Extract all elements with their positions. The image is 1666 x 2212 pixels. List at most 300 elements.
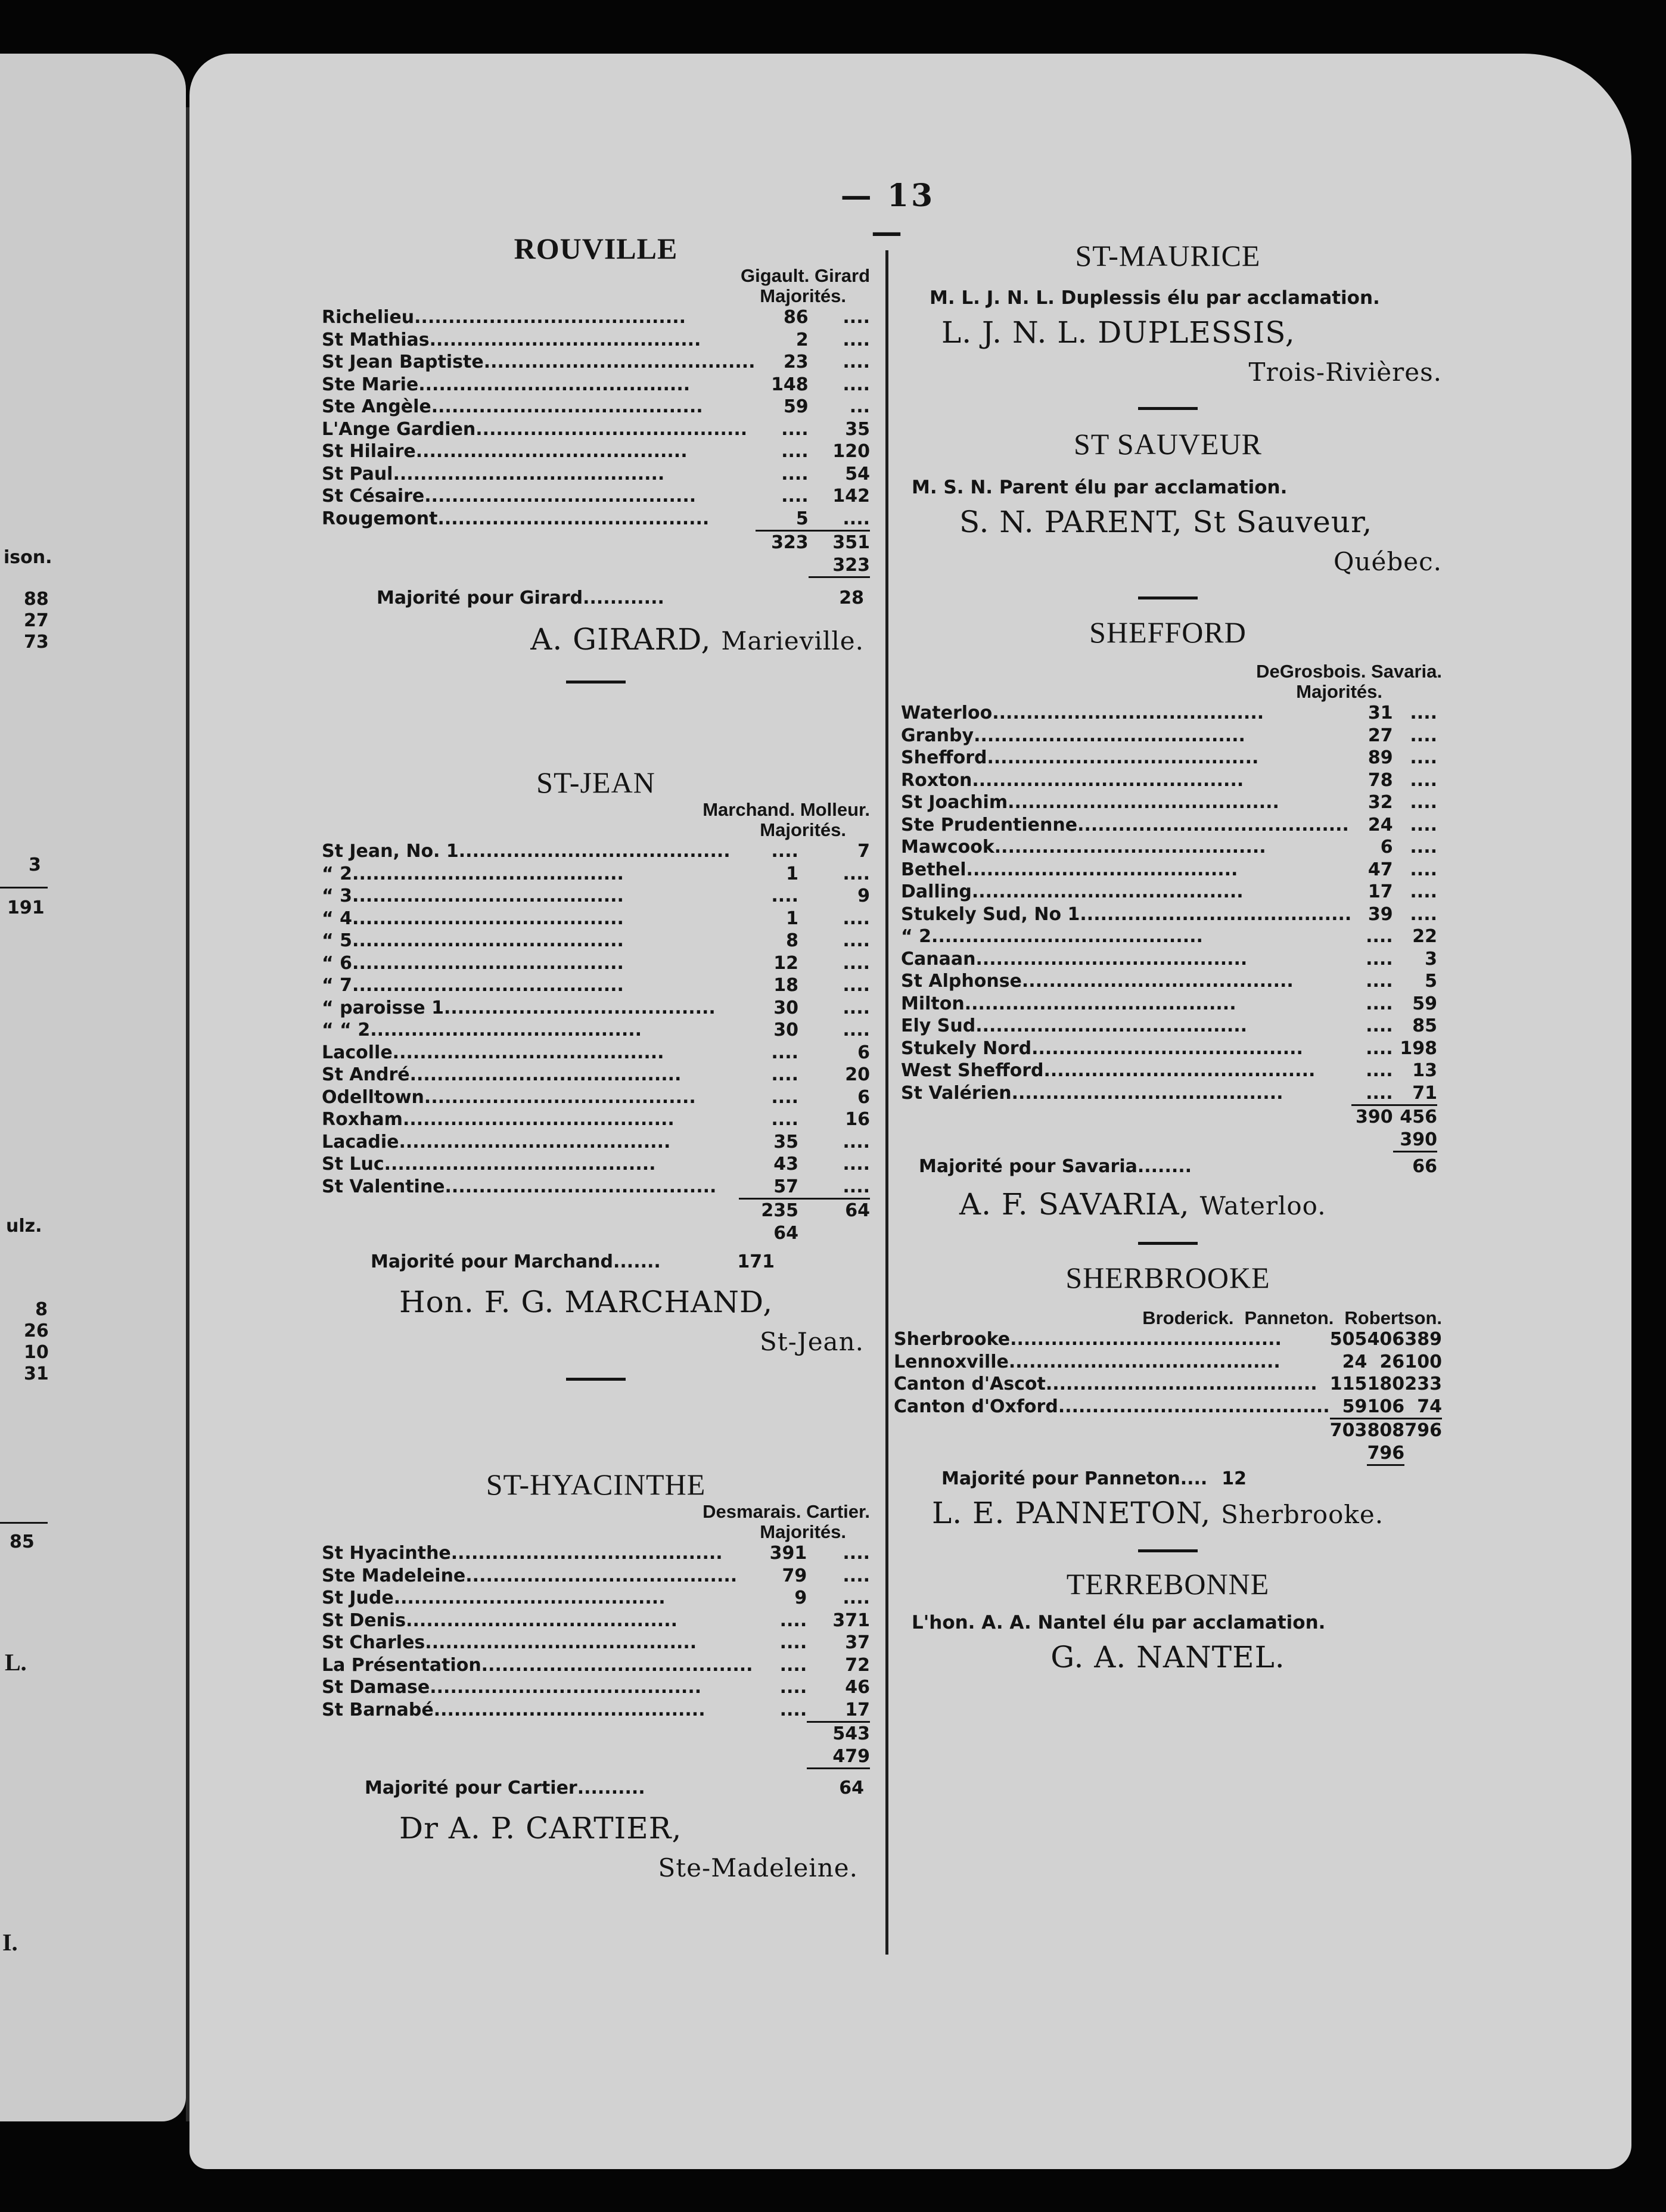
elected-name: A. F. SAVARIA, [959,1187,1190,1222]
table-row [901,859,1437,881]
majority-cell: 20 [845,1064,870,1085]
results-table [322,840,870,1244]
majority-cell: .... [843,863,870,884]
candidate-b-header: Panneton. [1244,1307,1334,1328]
district-name: Canton d'Ascot........................................ [894,1374,1317,1394]
total-a: 323 [771,532,809,553]
section-title: ST SAUVEUR [1073,427,1263,461]
majority-cell: 37 [845,1632,870,1653]
majority-cell: .... [843,1565,870,1586]
results-table [322,306,870,578]
district-name: St Joachim........................................ [901,792,1279,813]
majority-cell: .... [1366,1015,1393,1036]
previous-page-edge [0,54,186,2121]
section-st-hyacinthe [322,1467,870,1887]
fragment-rule [0,887,48,888]
table-row [901,970,1437,993]
majority-cell: 46 [845,1677,870,1698]
section-rouville [322,231,870,701]
district-name: St Valentine........................................ [322,1176,717,1198]
district-name: “ 4........................................ [322,908,624,929]
majority-cell: 5 [1425,971,1437,992]
elected-member [894,1494,1442,1534]
table-row [322,508,870,531]
majority-label: Majorité pour Panneton.... [941,1468,1208,1489]
district-name: La Présentation........................................ [322,1654,753,1676]
majority-cell: .... [843,374,870,395]
section-title: ST-JEAN [536,766,655,799]
majority-value: 28 [839,588,864,608]
majority-cell: .... [1410,814,1437,835]
majorities-header: Majorités. [760,819,846,840]
district-name: Sherbrooke........................................ [894,1329,1282,1350]
table-row [322,1565,870,1587]
majority-cell: .... [843,1176,870,1197]
majority-cell: 18 [773,975,798,996]
district-name: “ paroisse 1........................................ [322,997,716,1018]
table-row [901,702,1437,725]
district-name: Roxham........................................ [322,1109,675,1130]
district-name: St André........................................ [322,1064,682,1085]
district-name: St Jean Baptiste........................................ [322,352,756,372]
majority-cell: .... [843,952,870,974]
district-name: Ste Prudentienne........................................ [901,814,1349,835]
table-row [901,791,1437,814]
majority-value: 66 [1412,1156,1437,1177]
majority-label: Majorité pour Girard............ [377,588,664,608]
majority-cell: 72 [845,1654,870,1676]
elected-member [894,313,1442,352]
table-row [322,1632,870,1654]
table-row [894,1328,1442,1351]
table-row [322,485,870,508]
results-body [322,1542,870,1722]
column-headers [322,1502,870,1542]
majority-cell: 54 [845,463,870,484]
majority-cell: 391 [769,1543,807,1564]
majority-cell: .... [1366,993,1393,1014]
subtract-a: 64 [773,1222,798,1244]
section-title: ST-MAURICE [1075,239,1261,272]
district-name: St Mathias........................................ [322,329,701,350]
majority-cell: 47 [1367,859,1393,880]
section-title: SHEFFORD [1089,616,1247,649]
majority-cell: .... [781,441,809,462]
fragment-value: 26 [24,1321,49,1341]
table-row [322,1610,870,1632]
majority-cell: 1 [786,908,798,929]
majority-cell: .... [779,1632,807,1653]
total-b: 543 [832,1723,870,1744]
majority-cell: 115 [1329,1374,1367,1394]
table-row [322,930,870,952]
results-body [322,306,870,531]
results-body [901,702,1437,1105]
majority-cell: 89 [1367,747,1393,768]
section-title: ROUVILLE [514,232,678,265]
section-divider [1138,407,1198,410]
table-row [322,374,870,396]
majority-cell: 6 [1380,837,1393,858]
table-row [901,747,1437,769]
majority-cell: 30 [773,1020,798,1040]
column-headers [322,266,870,306]
district-name: “ “ 2........................................ [322,1020,642,1040]
table-row [901,903,1437,926]
table-row [322,440,870,463]
table-row [322,974,870,997]
majority-cell: .... [779,1700,807,1721]
table-row [901,993,1437,1015]
elected-name: S. N. PARENT, St Sauveur, [959,505,1373,539]
majority-cell: .... [781,418,809,440]
majority-cell: .... [1366,1082,1393,1104]
elected-place-line [894,541,1442,581]
majority-cell: .... [779,1610,807,1631]
elected-name: Dr A. P. CARTIER, [399,1811,682,1846]
elected-member [322,1283,870,1321]
fragment-value: 31 [24,1363,49,1384]
table-row [322,840,870,863]
table-row [901,881,1437,903]
majority-cell: .... [843,908,870,929]
majority-cell: 13 [1412,1060,1437,1081]
table-row [322,1176,870,1199]
table-row [901,769,1437,792]
elected-place: Marieville. [721,626,864,655]
majority-cell: .... [1410,792,1437,813]
majority-cell: 78 [1367,769,1393,791]
elected-name: Hon. F. G. MARCHAND, [399,1285,773,1319]
total-b: 64 [845,1200,870,1221]
majority-line [322,1778,870,1798]
elected-member [894,1638,1442,1676]
majority-line [894,1156,1442,1177]
table-row [322,952,870,975]
fragment-values-c [24,1299,48,1385]
majority-cell: 406 [1367,1329,1405,1350]
district-name: Bethel........................................ [901,859,1238,880]
table-row [322,329,870,352]
district-name: Ste Angèle........................................ [322,396,703,417]
section-divider [1138,1242,1198,1245]
page-number: — 13 — [840,178,935,250]
district-name: St Barnabé........................................ [322,1700,705,1721]
column-divider [885,250,888,1955]
district-name: Ste Marie........................................ [322,374,691,395]
table-row [901,814,1437,837]
district-name: “ 2........................................ [901,926,1203,947]
table-row [894,1373,1442,1396]
district-name: St Damase........................................ [322,1677,702,1698]
subtract-b: 479 [832,1745,870,1767]
majority-cell: 24 [1367,814,1393,835]
section-st-jean [322,765,870,1399]
majority-cell: 79 [782,1565,807,1586]
majority-cell: 31 [1367,703,1393,723]
district-name: L'Ange Gardien........................................ [322,418,748,440]
column-headers [894,1308,1442,1328]
table-row [322,885,870,908]
majority-cell: 43 [773,1154,798,1175]
majority-cell: 27 [1367,725,1393,746]
elected-place: Ste-Madeleine. [658,1853,858,1882]
candidates-header: DeGrosbois. Savaria. [1256,661,1442,682]
total-a: 390 [1356,1107,1393,1127]
district-name: “ 3........................................ [322,886,624,906]
district-name: Canaan........................................ [901,948,1248,970]
results-table [894,1328,1442,1466]
majority-cell: 22 [1412,926,1437,947]
district-name: Odelltown........................................ [322,1086,696,1108]
district-name: Ste Madeleine........................................ [322,1565,738,1586]
table-row [322,396,870,418]
district-name: St Charles........................................ [322,1632,697,1653]
fragment-total-b: 191 [7,897,45,918]
majority-cell: .... [1410,837,1437,858]
district-name: Lacolle........................................ [322,1042,664,1063]
majority-cell: 371 [832,1610,870,1631]
majority-cell: 39 [1367,903,1393,925]
table-row [322,1086,870,1109]
majority-cell: .... [771,886,798,906]
section-divider [1138,1549,1198,1552]
district-name: St Césaire........................................ [322,486,697,507]
majority-cell: .... [1410,703,1437,723]
majority-cell: .... [771,1109,798,1130]
table-row [322,306,870,329]
results-body [322,840,870,1199]
table-row [322,1654,870,1677]
district-name: Canton d'Oxford........................................ [894,1396,1330,1418]
majority-cell: 8 [786,930,798,951]
majority-cell: 3 [1425,948,1437,970]
table-row [322,1699,870,1722]
district-name: Lacadie........................................ [322,1131,671,1152]
majority-cell: 100 [1404,1351,1442,1372]
majority-cell: 23 [783,352,809,372]
majority-cell: 389 [1404,1329,1442,1350]
table-row [322,463,870,486]
majority-cell: .... [843,1543,870,1564]
district-name: Granby........................................ [901,725,1245,746]
fragment-value: 88 [24,589,49,610]
elected-name: L. E. PANNETON, [932,1496,1211,1530]
fragment-rule [0,1522,48,1524]
majority-cell: 142 [832,486,870,507]
elected-place-line [322,1321,870,1361]
majority-cell: .... [1366,948,1393,970]
majority-cell: .... [781,463,809,484]
district-name: “ 6........................................ [322,952,624,974]
district-name: Stukely Nord........................................ [901,1037,1303,1059]
table-row [322,908,870,930]
district-name: Mawcook........................................ [901,837,1266,858]
majority-cell: .... [779,1677,807,1698]
district-name: St Luc........................................ [322,1154,656,1175]
table-row [322,997,870,1020]
fragment-value: 10 [24,1342,49,1363]
table-row [894,1396,1442,1419]
majority-cell: 7 [857,841,870,862]
total-a: 703 [1329,1420,1367,1441]
majority-cell: 59 [1412,993,1437,1014]
majority-cell: .... [1410,747,1437,768]
district-name: Milton........................................ [901,993,1236,1014]
acclamation-note: M. L. J. N. L. Duplessis élu par acclamation. [930,287,1380,309]
majority-cell: .... [771,1086,798,1108]
district-name: Roxton........................................ [901,769,1244,791]
majority-cell: 24 [1342,1351,1367,1372]
majority-cell: .... [843,975,870,996]
majority-cell: .... [1410,859,1437,880]
district-name: Rougemont........................................ [322,508,710,530]
table-row [322,418,870,441]
district-name: Lennoxville........................................ [894,1351,1280,1372]
district-name: St Hilaire........................................ [322,441,688,462]
majorities-header: Majorités. [760,285,846,306]
majority-cell: 12 [773,952,798,974]
majority-cell: .... [771,841,798,862]
majorities-header: Majorités. [1296,681,1382,702]
elected-place-line [894,352,1442,392]
district-name: “ 2........................................ [322,863,624,884]
district-name: St Paul........................................ [322,463,665,484]
majority-cell: .... [843,1131,870,1152]
majority-cell: 59 [1342,1396,1367,1417]
fragment-value: 8 [35,1299,48,1320]
table-row [322,1108,870,1131]
majority-cell: 30 [773,997,798,1018]
majority-value: 171 [737,1251,775,1272]
candidate-a-header: Broderick. [1142,1307,1234,1328]
majority-cell: .... [843,1020,870,1040]
majority-cell: .... [843,1587,870,1608]
majority-line [322,588,870,608]
column-headers [894,661,1442,702]
majority-cell: 59 [783,396,809,417]
district-name: St Jude........................................ [322,1587,666,1608]
elected-place: Trois-Rivières. [1248,358,1442,387]
table-row [901,948,1437,971]
majority-cell: .... [771,1064,798,1085]
section-divider [566,1378,626,1381]
fragment-value: 73 [24,632,49,653]
elected-member [322,1809,870,1847]
majority-cell: .... [843,329,870,350]
majority-label: Majorité pour Savaria........ [919,1156,1192,1177]
table-row [322,1019,870,1042]
majority-cell: .... [1410,903,1437,925]
table-row [901,725,1437,747]
table-row [901,1015,1437,1037]
majority-cell: 5 [795,508,809,529]
elected-place: Québec. [1334,547,1442,576]
majority-cell: 233 [1404,1374,1442,1394]
table-row [322,1542,870,1565]
majority-cell: 106 [1367,1396,1405,1417]
majority-cell: .... [843,352,870,372]
candidate-c-header: Robertson. [1344,1307,1442,1328]
table-row [322,863,870,886]
subtract-b: 390 [1400,1129,1437,1150]
elected-member [322,620,870,660]
district-name: Stukely Sud, No 1........................................ [901,903,1352,925]
table-row [322,1042,870,1064]
subtract-b: 323 [832,554,870,576]
candidates-header: Gigault. Girard [740,265,870,286]
majority-cell: 85 [1412,1015,1437,1036]
majority-cell: 71 [1412,1082,1437,1104]
majority-cell: 86 [783,307,809,328]
majority-cell: 17 [845,1699,870,1720]
fragment-letter-d: L. [5,1649,27,1676]
elected-place: Waterloo. [1199,1191,1326,1220]
majority-cell: 6 [857,1086,870,1108]
majority-cell: 26 [1379,1351,1405,1372]
section-st-maurice [894,238,1442,1676]
table-row [322,1131,870,1154]
table-row [322,351,870,374]
table-row [901,925,1437,948]
table-row [322,1064,870,1086]
total-b: 351 [832,532,870,553]
elected-name: G. A. NANTEL. [1050,1640,1285,1674]
district-name: Shefford........................................ [901,747,1259,768]
majority-cell: .... [843,930,870,951]
candidates-header: Marchand. Molleur. [703,799,870,820]
majority-cell: .... [771,1042,798,1063]
district-name: West Shefford........................................ [901,1060,1316,1081]
fragment-total-c: 85 [10,1531,35,1552]
elected-member [894,1185,1442,1225]
majority-cell: 9 [857,886,870,906]
majority-cell: 2 [795,329,809,350]
majorities-header: Majorités. [760,1521,846,1542]
elected-name: A. GIRARD, [530,622,711,657]
majority-cell: .... [843,997,870,1018]
majority-cell: .... [781,486,809,507]
section-title: TERREBONNE [1066,1567,1270,1601]
district-name: St Denis........................................ [322,1610,677,1631]
majority-label: Majorité pour Marchand....... [371,1251,661,1272]
table-row [901,836,1437,859]
fragment-value-b: 3 [29,855,41,875]
elected-member [894,503,1442,541]
table-row [901,1037,1437,1060]
district-name: Dalling........................................ [901,881,1244,902]
majority-cell: .... [843,508,870,529]
majority-cell: 9 [794,1587,807,1608]
acclamation-note: M. S. N. Parent élu par acclamation. [912,477,1288,498]
majority-cell: 74 [1417,1396,1442,1417]
majority-cell: 17 [1367,881,1393,902]
fragment-header-a: ison. [4,547,52,568]
total-c: 796 [1404,1420,1442,1441]
majority-cell: 1 [786,863,798,884]
section-title: SHERBROOKE [1065,1261,1270,1294]
district-name: St Alphonse........................................ [901,971,1294,992]
majority-cell: .... [1366,971,1393,992]
majority-value: 12 [1221,1468,1247,1489]
table-row [322,1587,870,1610]
majority-cell: .... [1366,1060,1393,1081]
district-name: Richelieu........................................ [322,307,686,328]
results-body [894,1328,1442,1419]
majority-cell: 120 [832,441,870,462]
majority-cell: .... [843,307,870,328]
majority-cell: 198 [1400,1037,1437,1059]
